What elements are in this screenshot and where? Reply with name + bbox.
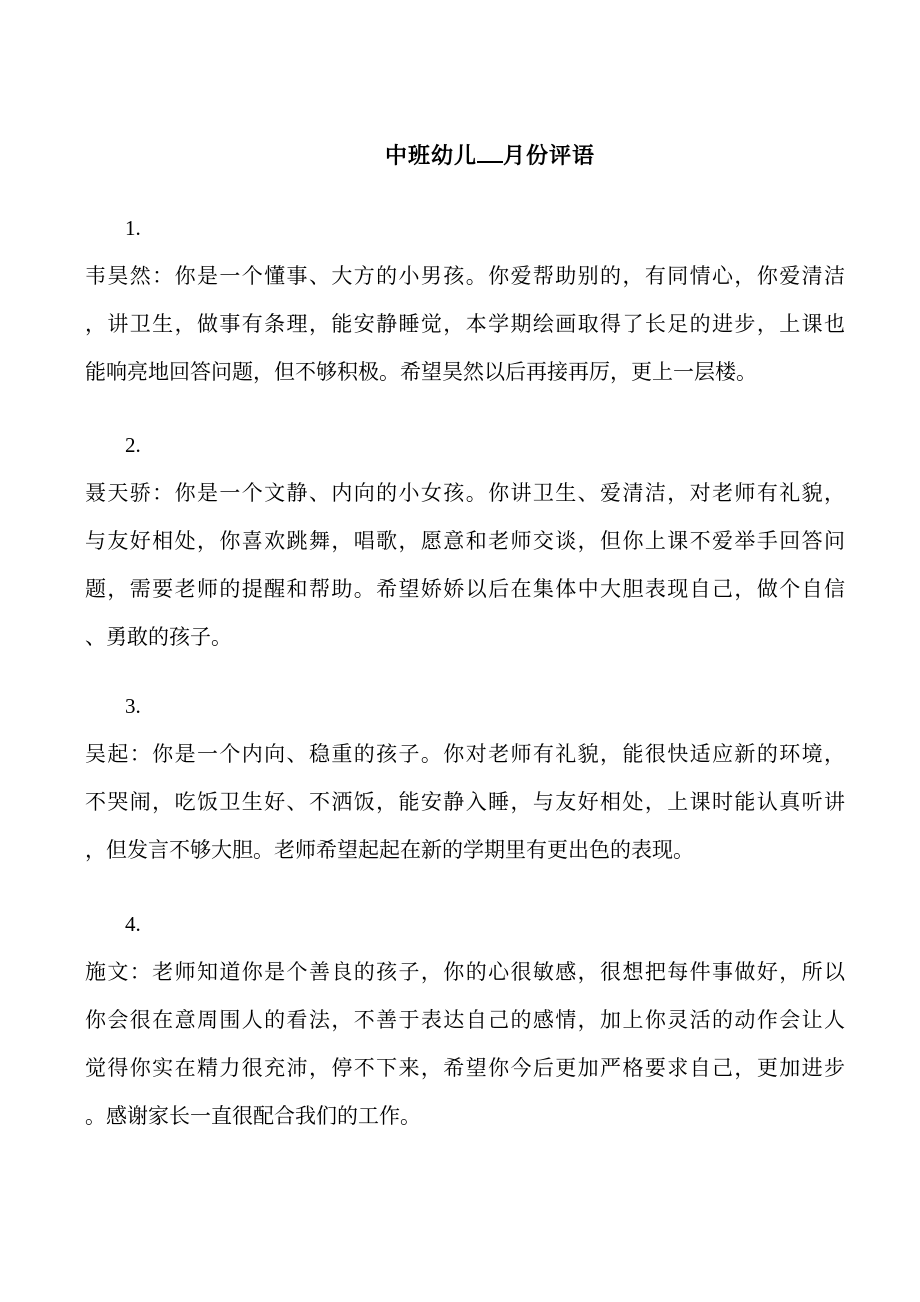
section-3-number: 3.	[125, 694, 141, 718]
section-4-number: 4.	[125, 912, 141, 936]
title-blank-underline	[477, 159, 503, 163]
section-3-line-1: 吴起：你是一个内向、稳重的孩子。你对老师有礼貌，能很快适应新的环境，	[85, 742, 845, 766]
section-4-line-4: 。感谢家长一直很配合我们的工作。	[85, 1104, 421, 1128]
section-2-line-3: 题，需要老师的提醒和帮助。希望娇娇以后在集体中大胆表现自己，做个自信	[85, 577, 845, 601]
comment-section-2	[85, 421, 845, 661]
section-1-number: 1.	[125, 216, 141, 240]
section-1-line-1: 韦昊然：你是一个懂事、大方的小男孩。你爱帮助别的，有同情心，你爱清洁	[85, 264, 845, 288]
title-prefix: 中班幼儿	[384, 143, 477, 168]
section-2-line-2: 与友好相处，你喜欢跳舞，唱歌，愿意和老师交谈，但你上课不爱举手回答问	[85, 529, 845, 553]
section-1-line-2: ，讲卫生，做事有条理，能安静睡觉，本学期绘画取得了长足的进步，上课也	[85, 312, 845, 336]
section-2-number: 2.	[125, 433, 141, 457]
section-3-line-2: 不哭闹，吃饭卫生好、不洒饭，能安静入睡，与友好相处，上课时能认真听讲	[85, 790, 845, 814]
page-title	[85, 141, 845, 171]
comment-section-1	[85, 204, 845, 396]
section-1-line-3: 能响亮地回答问题，但不够积极。希望昊然以后再接再厉，更上一层楼。	[85, 360, 757, 384]
comment-section-3	[85, 682, 845, 874]
comment-section-4	[85, 900, 845, 1140]
title-suffix: 月份评语	[503, 143, 596, 168]
section-4-line-3: 觉得你实在精力很充沛，停不下来，希望你今后更加严格要求自己，更加进步	[85, 1056, 845, 1080]
section-2-line-4: 、勇敢的孩子。	[85, 625, 232, 649]
section-2-line-1: 聂天骄：你是一个文静、内向的小女孩。你讲卫生、爱清洁，对老师有礼貌，	[85, 481, 845, 505]
section-4-line-1: 施文：老师知道你是个善良的孩子，你的心很敏感，很想把每件事做好，所以	[85, 960, 845, 984]
section-4-line-2: 你会很在意周围人的看法，不善于表达自己的感情，加上你灵活的动作会让人	[85, 1008, 845, 1032]
section-3-line-3: ，但发言不够大胆。老师希望起起在新的学期里有更出色的表现。	[85, 838, 694, 862]
